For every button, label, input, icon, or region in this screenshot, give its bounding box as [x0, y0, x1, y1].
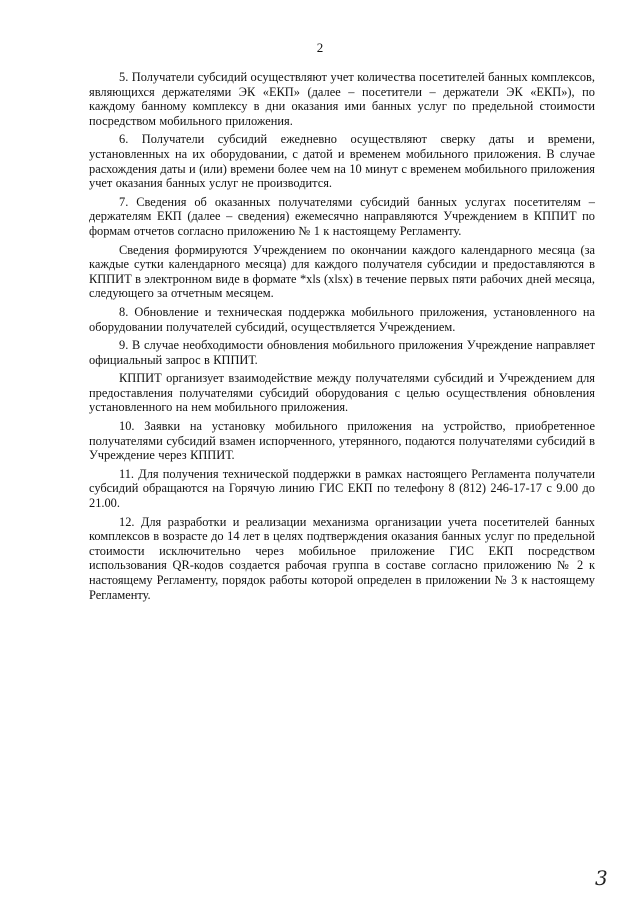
- page-number: 2: [316, 40, 324, 55]
- paragraph-11: 11. Для получения технической поддержки в рамках настоящего Регламента получатели субсидий обращаются на Горячую линию ГИС ЕКП по телефону 8 (812) 246-17-17 с 9.00 до 21.00.: [89, 466, 595, 511]
- paragraph-7: 7. Сведения об оказанных получателями субсидий банных услугах посетителям – держателям ЕКП (далее – сведения) ежемесячно направляются Учреждением в КППИТ по формам отчетов согласно приложению № 1 к настоящему Регламенту.: [89, 194, 595, 238]
- handwritten-page-mark: 3: [595, 866, 608, 890]
- paragraph-7-continued: Сведения формируются Учреждением по окончании каждого календарного месяца (за каждые сутки календарного месяца) для каждого получателя субсидии и предоставляются в КППИТ в электронном виде в формате *xls (xlsx) в течение первых пяти рабочих дней месяца, следующего за отчетным месяцем.: [89, 242, 595, 301]
- paragraph-8: 8. Обновление и техническая поддержка мобильного приложения, установленного на оборудовании получателей субсидий, осуществляется Учреждением.: [89, 304, 595, 334]
- document-body: [89, 70, 595, 606]
- paragraph-10: 10. Заявки на установку мобильного приложения на устройство, приобретенное получателями субсидий взамен испорченного, утерянного, подаются получателями субсидий в Учреждение через КППИТ.: [89, 419, 595, 463]
- paragraph-6: 6. Получатели субсидий ежедневно осуществляют сверку даты и времени, установленных на их оборудовании, с датой и временем мобильного приложения. В случае расхождения даты и (или) времени более чем на 10 минут с временем мобильного приложения учет оказания банных услуг не производится.: [89, 132, 595, 191]
- paragraph-9: 9. В случае необходимости обновления мобильного приложения Учреждение направляет официальный запрос в КППИТ.: [89, 338, 595, 367]
- paragraph-12: 12. Для разработки и реализации механизма организации учета посетителей банных комплексов в возрасте до 14 лет в целях подтверждения оказания банных услуг по предельной стоимости исключительно через мобильное приложение ГИС ЕКП посредством использования QR-кодов создается рабочая группа в составе согласно приложению № 2 к настоящему Регламенту, порядок работы которой определен в приложении № 3 к настоящему Регламенту.: [89, 514, 595, 602]
- paragraph-5: 5. Получатели субсидий осуществляют учет количества посетителей банных комплексов, являющихся держателями ЭК «ЕКП» (далее – посетители – держатели ЭК «ЕКП»), по каждому банному комплексу в дни оказания ими банных услуг по предельной стоимости посредством мобильного приложения.: [89, 70, 595, 128]
- paragraph-9-continued: КППИТ организует взаимодействие между получателями субсидий и Учреждением для предоставления получателями субсидий оборудования с целью осуществления обновления установленного на нем мобильного приложения.: [89, 371, 595, 415]
